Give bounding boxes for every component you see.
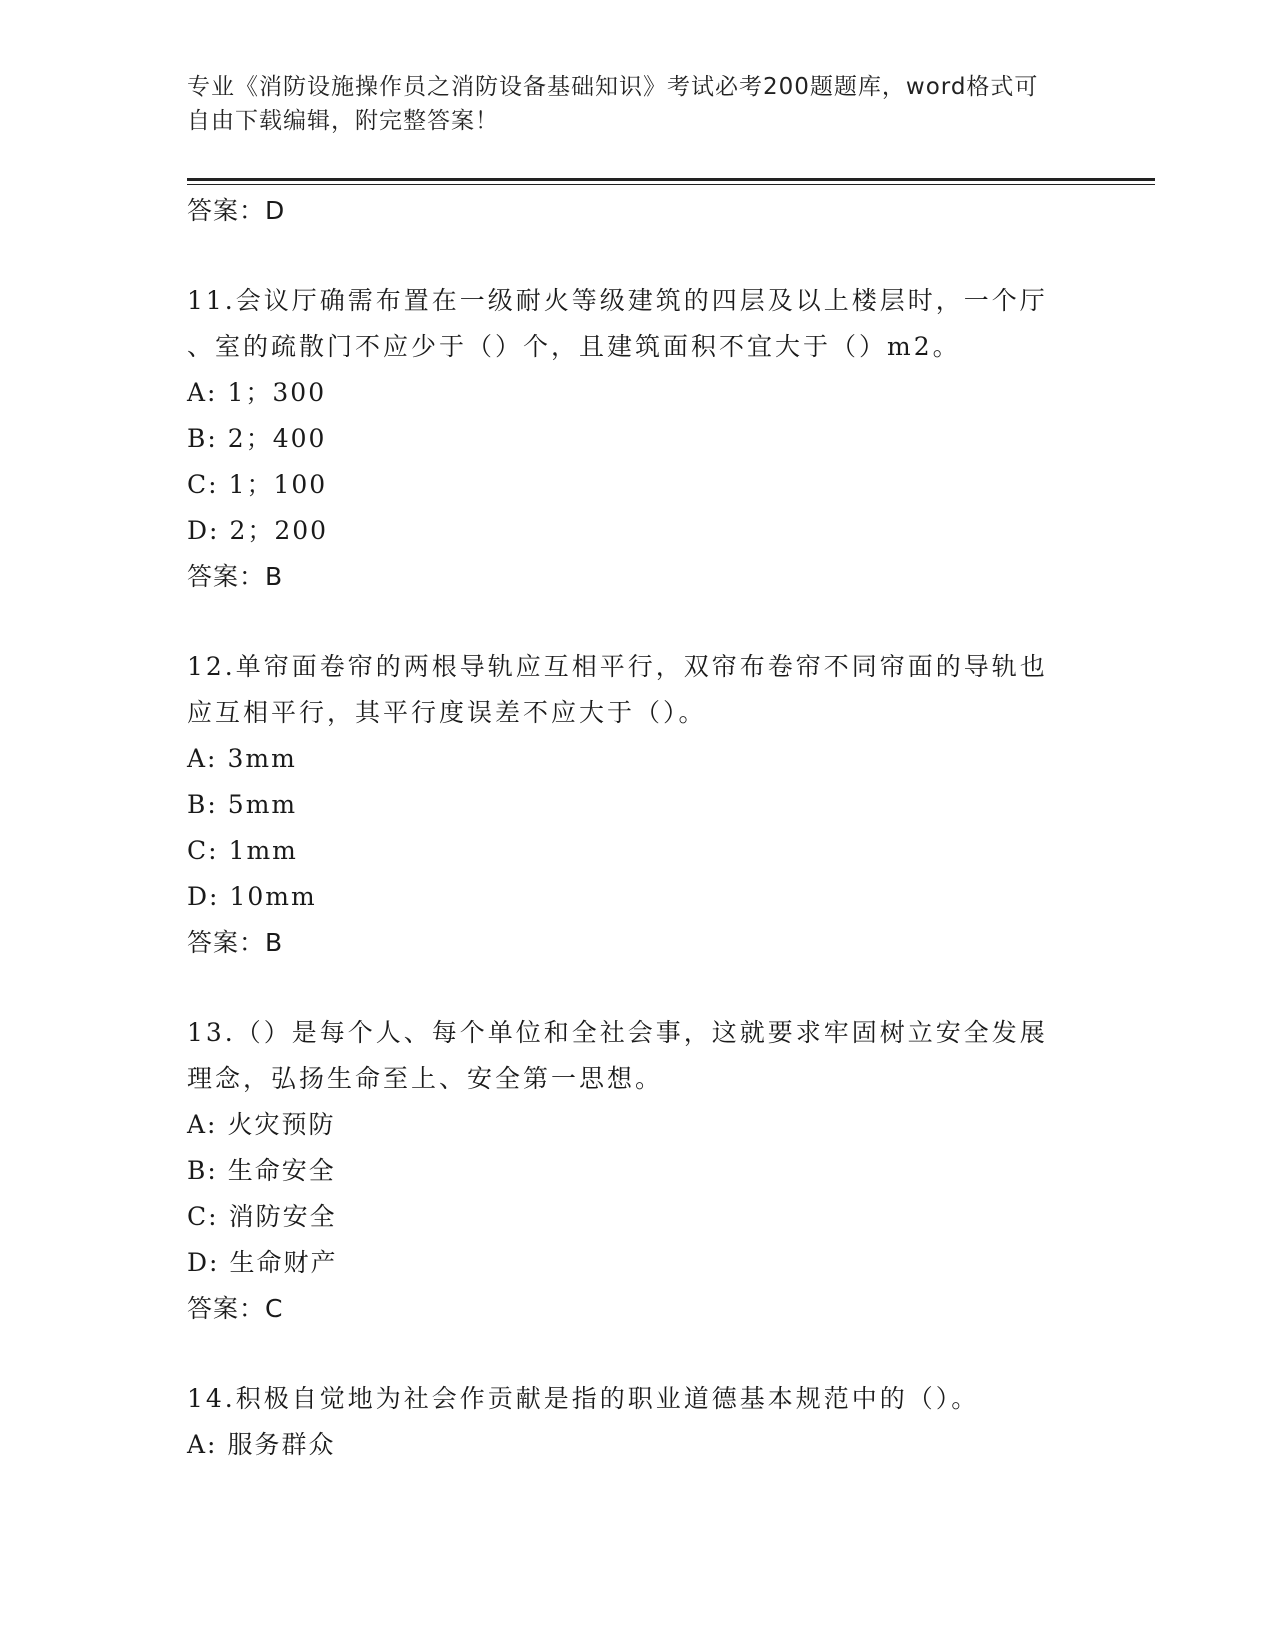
option-key: A: <box>187 378 218 407</box>
option-a <box>187 1102 1087 1148</box>
option-value: 火灾预防 <box>227 1110 336 1139</box>
option-value: 2；200 <box>229 516 329 545</box>
option-key: D: <box>187 516 220 545</box>
header-divider-thin <box>187 184 1155 185</box>
question-text-line: 理念，弘扬生命至上、安全第一思想。 <box>187 1064 664 1093</box>
option-value: 生命财产 <box>229 1248 338 1277</box>
option-b <box>187 1148 1087 1194</box>
option-c <box>187 462 1087 508</box>
option-key: B: <box>187 1156 218 1185</box>
header-divider-thick <box>187 178 1155 181</box>
option-d <box>187 1240 1087 1286</box>
answer: 答案：B <box>187 928 284 957</box>
question-text-line: 应互相平行，其平行度误差不应大于（）。 <box>187 698 707 727</box>
answer: 答案：B <box>187 562 284 591</box>
header-line-1: 专业《消防设施操作员之消防设备基础知识》考试必考200题题库，word格式可 <box>187 74 1039 100</box>
question-13 <box>187 1010 1087 1332</box>
option-b <box>187 416 1087 462</box>
option-value: 消防安全 <box>228 1202 337 1231</box>
option-key: A: <box>187 744 218 773</box>
option-key: B: <box>187 424 218 453</box>
option-value: 服务群众 <box>227 1430 336 1459</box>
option-a <box>187 736 1087 782</box>
option-value: 2；400 <box>227 424 327 453</box>
document-body <box>187 188 1087 1468</box>
option-c <box>187 828 1087 874</box>
option-key: C: <box>187 1202 219 1231</box>
question-11 <box>187 278 1087 600</box>
question-text-line: 12.单帘面卷帘的两根导轨应互相平行，双帘布卷帘不同帘面的导轨也 <box>187 652 1048 681</box>
option-d <box>187 874 1087 920</box>
option-value: 1；300 <box>227 378 327 407</box>
option-key: C: <box>187 836 219 865</box>
option-b <box>187 782 1087 828</box>
document-header <box>187 70 1067 138</box>
question-12 <box>187 644 1087 966</box>
option-value: 3mm <box>227 744 297 773</box>
question-14 <box>187 1376 1087 1468</box>
question-text-line: 11.会议厅确需布置在一级耐火等级建筑的四层及以上楼层时，一个厅 <box>187 286 1048 315</box>
option-value: 5mm <box>227 790 298 819</box>
option-key: D: <box>187 1248 220 1277</box>
answer: 答案：C <box>187 1294 284 1323</box>
question-text-line: 、室的疏散门不应少于（）个，且建筑面积不宜大于（）m2。 <box>187 332 961 361</box>
option-d <box>187 508 1087 554</box>
option-key: B: <box>187 790 218 819</box>
option-a <box>187 1422 1087 1468</box>
option-value: 10mm <box>229 882 317 911</box>
question-text-line: 13.（）是每个人、每个单位和全社会事，这就要求牢固树立安全发展 <box>187 1018 1048 1047</box>
option-value: 生命安全 <box>227 1156 336 1185</box>
option-key: D: <box>187 882 220 911</box>
option-value: 1mm <box>228 836 298 865</box>
question-text-line: 14.积极自觉地为社会作贡献是指的职业道德基本规范中的（）。 <box>187 1384 980 1413</box>
option-value: 1；100 <box>228 470 328 499</box>
option-key: A: <box>187 1430 218 1459</box>
previous-answer: 答案：D <box>187 196 286 225</box>
option-key: A: <box>187 1110 218 1139</box>
option-c <box>187 1194 1087 1240</box>
header-line-2: 自由下载编辑，附完整答案！ <box>187 108 499 134</box>
option-key: C: <box>187 470 219 499</box>
option-a <box>187 370 1087 416</box>
